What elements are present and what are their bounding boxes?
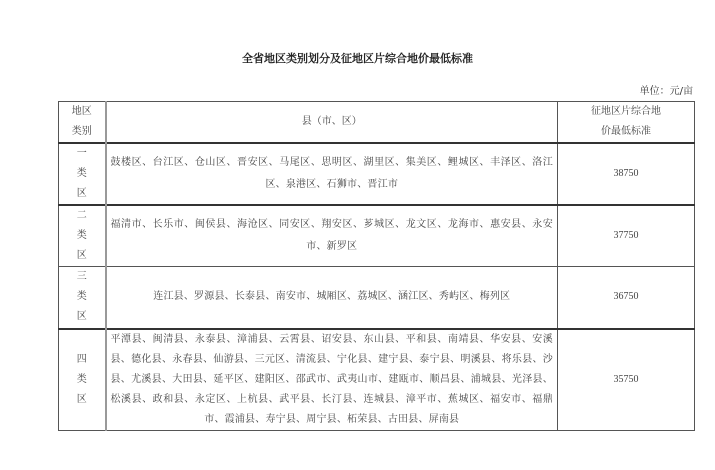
price-cell: 38750	[558, 143, 695, 205]
category-char: 区	[76, 393, 87, 405]
category-char: 一	[76, 148, 87, 159]
unit-label: 单位：元/亩	[639, 86, 693, 97]
counties-text: 福清市、长乐市、闽侯县、海沧区、同安区、翔安区、芗城区、龙文区、龙海市、惠安县、永安市、新罗区	[110, 219, 553, 252]
category-cell	[59, 267, 106, 329]
category-cell	[59, 329, 106, 431]
header-price-line1: 征地区片综合地	[591, 106, 661, 117]
category-char: 类	[76, 373, 87, 385]
category-char: 区	[76, 188, 87, 199]
counties-text: 鼓楼区、台江区、仓山区、晋安区、马尾区、思明区、湖里区、集美区、鲤城区、丰泽区、洛江区、泉港区、石狮市、晋江市	[110, 157, 553, 190]
header-price-line2: 价最低标准	[601, 126, 651, 137]
table-row	[59, 143, 695, 205]
header-counties: 县（市、区）	[106, 102, 558, 144]
category-char: 区	[76, 250, 87, 261]
land-price-table	[58, 101, 695, 431]
category-char: 类	[76, 168, 87, 179]
price-cell: 36750	[558, 267, 695, 329]
header-category-line1: 地区	[71, 106, 92, 117]
counties-cell	[106, 143, 558, 205]
category-char: 区	[76, 311, 87, 323]
document-title: 全省地区类别划分及征地区片综合地价最低标准	[242, 52, 473, 65]
category-char: 类	[76, 230, 87, 241]
category-cell	[59, 205, 106, 267]
table-header-row	[59, 102, 695, 144]
counties-cell	[106, 205, 558, 267]
category-char: 类	[76, 291, 87, 303]
category-cell	[59, 143, 106, 205]
counties-cell	[106, 329, 558, 431]
header-price	[558, 102, 695, 144]
category-char: 三	[76, 271, 87, 283]
counties-cell	[106, 267, 558, 329]
price-cell: 37750	[558, 205, 695, 267]
table-row	[59, 205, 695, 267]
category-char: 二	[76, 210, 87, 221]
table-row	[59, 267, 695, 329]
counties-text: 连江县、罗源县、长泰县、南安市、城厢区、荔城区、涵江区、秀屿区、梅列区	[153, 291, 511, 303]
price-cell: 35750	[558, 329, 695, 431]
counties-text: 平潭县、闽清县、永泰县、漳浦县、云霄县、诏安县、东山县、平和县、南靖县、华安县、安溪县、德化县、永春县、仙游县、三元区、清流县、宁化县、建宁县、泰宁县、明溪县、将乐县、沙县、尤溪县、大田县、延平区、建阳区、邵武市、武夷山市、建瓯市、顺昌县、浦城县、光泽县、松溪县、政和县、永定区、上杭县、武平县、长汀县、连城县、漳平市、蕉城区、福安市、福鼎市、霞浦县、寿宁县、周宁县、柘荣县、古田县、屏南县	[110, 333, 553, 425]
header-category-line2: 类别	[71, 126, 92, 137]
category-char: 四	[76, 353, 87, 365]
table-row	[59, 329, 695, 431]
header-category	[59, 102, 106, 144]
